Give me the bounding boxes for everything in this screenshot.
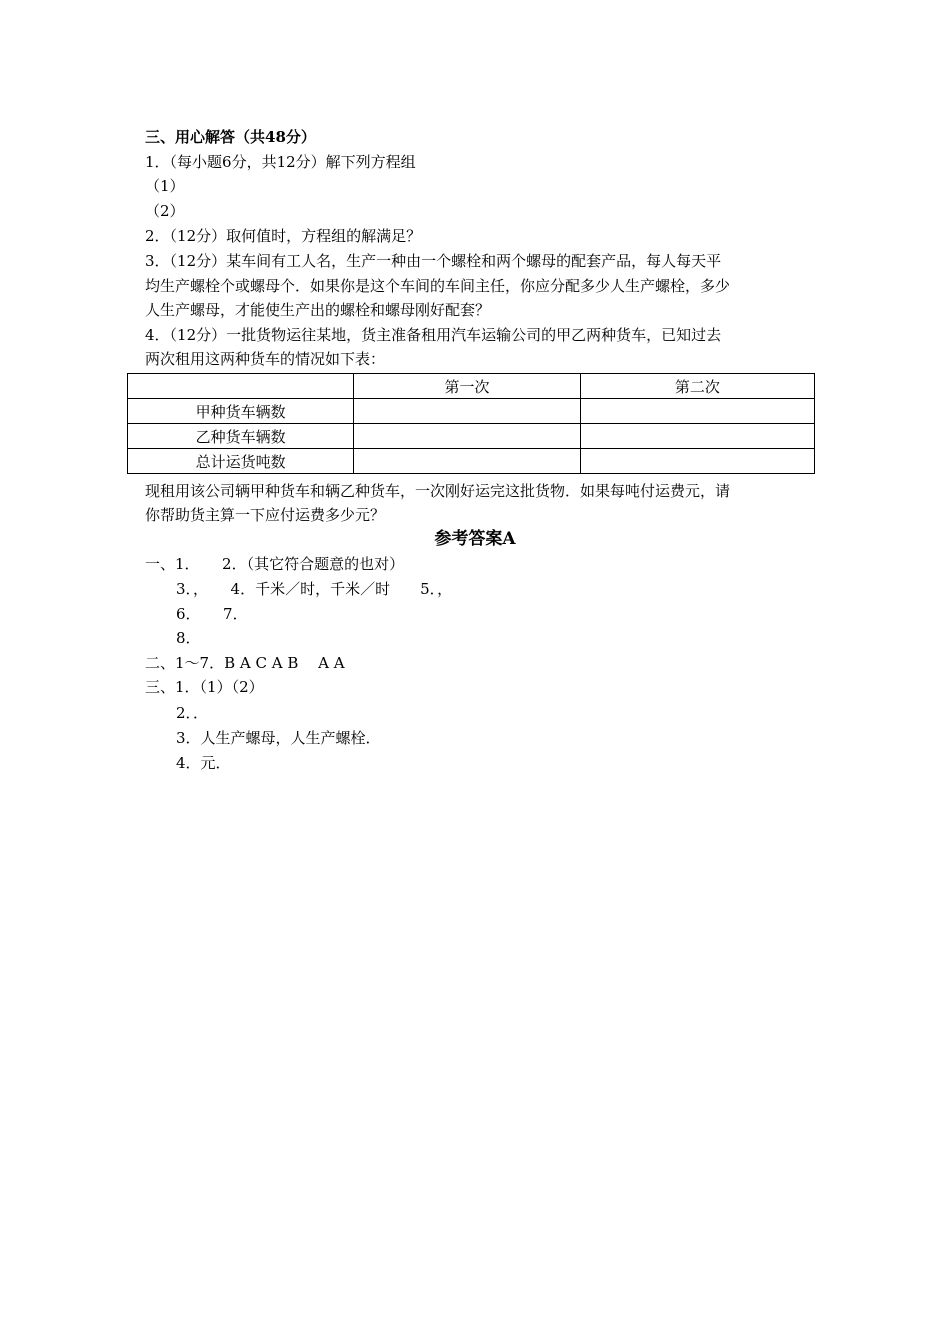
table-cell (354, 424, 580, 449)
question-3-line-3: 人生产螺母，才能使生产出的螺栓和螺母刚好配套？ (145, 301, 491, 319)
table-header-cell: 第一次 (354, 374, 580, 399)
answer-part-3-line-3: 3．人生产螺母，人生产螺栓． (176, 729, 381, 747)
question-4-line-3: 现租用该公司辆甲种货车和辆乙种货车，一次刚好运完这批货物．如果每吨付运费元，请 (145, 482, 731, 500)
table-header-cell (128, 374, 354, 399)
table-row (128, 424, 815, 449)
table-header-row (128, 374, 815, 399)
answer-part-1-line-4: 8． (176, 629, 201, 647)
question-3-line-2: 均生产螺栓个或螺母个．如果你是这个车间的车间主任，你应分配多少人生产螺栓，多少 (145, 277, 731, 295)
question-1-part-1: （1） (145, 177, 185, 195)
answer-part-2: 二、1～7．B A C A B A A (145, 654, 345, 672)
answer-part-3-line-1: 三、1．（1）（2） (145, 678, 264, 696)
table-row-label: 总计运货吨数 (128, 449, 354, 474)
question-4-line-1: 4．（12分）一批货物运往某地，货主准备租用汽车运输公司的甲乙两种货车，已知过去 (145, 326, 722, 344)
table-header-cell: 第二次 (580, 374, 814, 399)
table-row-label: 乙种货车辆数 (128, 424, 354, 449)
table-row-label: 甲种货车辆数 (128, 399, 354, 424)
answer-part-3-line-2: 2．． (176, 704, 209, 722)
question-1: 1．（每小题6分，共12分）解下列方程组 (145, 153, 416, 171)
question-3-line-1: 3．（12分）某车间有工人名，生产一种由一个螺栓和两个螺母的配套产品，每人每天平 (145, 252, 722, 270)
answer-part-1-line-1: 一、1． 2．（其它符合题意的也对） (145, 555, 405, 573)
answer-part-1-line-3: 6． 7． (176, 605, 248, 623)
section-heading: 三、用心解答（共48分） (145, 128, 316, 146)
table-cell (580, 449, 814, 474)
table-row (128, 399, 815, 424)
question-2: 2．（12分）取何值时，方程组的解满足？ (145, 227, 422, 245)
truck-rental-table (127, 373, 815, 474)
table-cell (580, 399, 814, 424)
answer-part-1-line-2: 3．， 4．千米／时，千米／时 5．， (176, 580, 453, 598)
question-4-line-4: 你帮助货主算一下应付运费多少元？ (145, 506, 386, 524)
table-cell (580, 424, 814, 449)
table-row (128, 449, 815, 474)
answer-part-3-line-4: 4．元． (176, 754, 231, 772)
question-1-part-2: （2） (145, 202, 185, 220)
table-cell (354, 399, 580, 424)
answers-title: 参考答案A (434, 529, 516, 549)
table-cell (354, 449, 580, 474)
question-4-line-2: 两次租用这两种货车的情况如下表： (145, 350, 386, 368)
